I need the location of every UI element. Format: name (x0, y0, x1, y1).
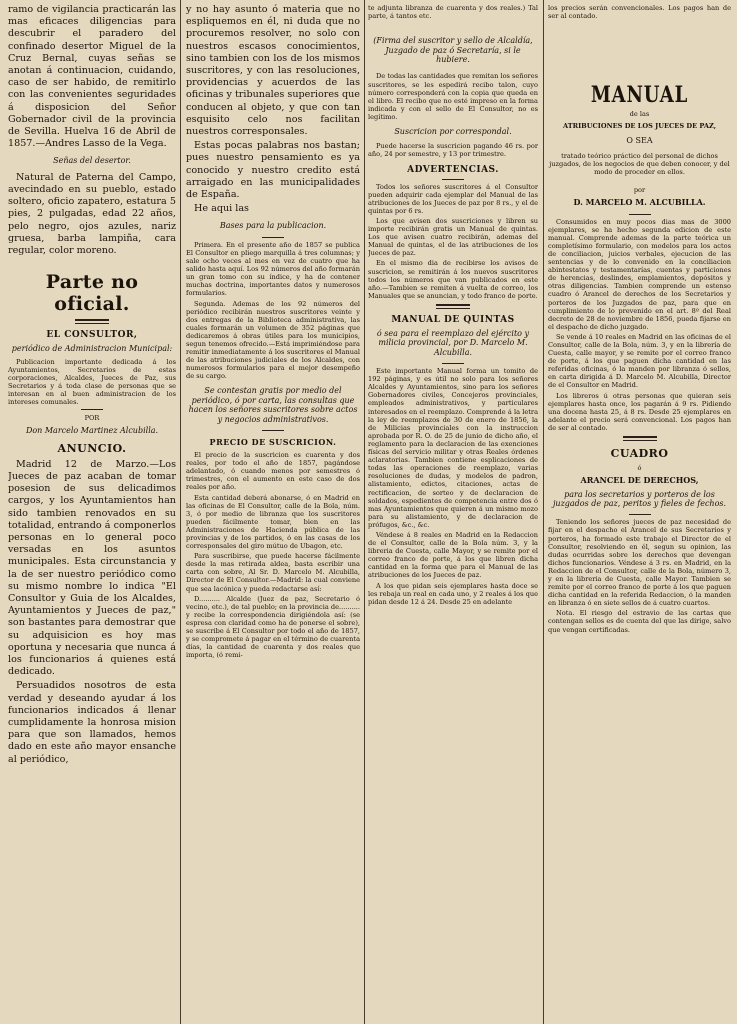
ornament-rule (623, 436, 657, 441)
paragraph-precio-2: Esta cantidad deberá abonarse, ó en Madrid en las oficinas de El Consultor, calle de la Bola, núm. 3, ó por medio de libranza que los suscritores pueden fácilmente tomar, bien en las Administraciones de Hacienda pública de las provincias y de los partidos, ó en las casas de los corresponsales del giro mútuo de Ubagon, etc. (186, 493, 360, 551)
precio-heading: PRECIO DE SUSCRICION. (209, 437, 337, 448)
firma-note: (Firma del suscritor y sello de Alcaldía, Juzgado de paz ó Secretaría, si le hubiere. (373, 36, 533, 64)
cuadro-heading: CUADRO (610, 447, 669, 460)
ornament-rule (262, 237, 284, 238)
paragraph-todas: De todas las cantidades que remitan los señores suscritores, se les espedirá recibo talon, cuyo número corresponderá con la copia que queda en el libro. El recibo que no esté impreso en la forma indicada y con el sello de El Consultor, no es legítimo. (368, 72, 538, 121)
ornament-rule (75, 319, 109, 324)
anuncio-heading: ANUNCIO. (57, 441, 127, 455)
tratado-subtitle: tratado teórico práctico del personal de dichos juzgados, de los negocios de que deben conocer, y del modo de proceder en ellos. (549, 151, 730, 176)
parte-no-oficial-heading: Parte no oficial. (45, 271, 139, 316)
arancel-subtitle: para los secretarios y porteros de los juzgados de paz, peritos y fieles de fechos. (552, 489, 727, 508)
paragraph-advertencia-1: Todos los señores suscritores á el Consultor pueden adquirir cada ejemplar del Manual de las atribuciones de los Jueces de paz por 8 rs., y el de quintas por 6 rs. (368, 182, 538, 215)
column-4 (548, 4, 731, 636)
ornament-rule (442, 363, 464, 364)
paragraph-precio-4: D.......... Alcalde (Juez de paz, Secretario ó vecino, etc.), de tal pueblo; en la provincia de.......... y recibe la correspondencia dirigiéndola así: (se espresa con claridad como ha de ponerse el sobre), se suscribe á El Consultor por todo el año de 1857, y se compromete á pagar en el término de cuarenta días, la cantidad de cuarenta y dos reales que importa, (ó remi- (186, 594, 360, 660)
paragraph-vende: Se vende á 10 reales en Madrid en las oficinas de el Consultor, calle de la Bola, núm. 3, y en la librería de Cuesta, calle mayor, y se remite por el correo franco de porte, á los que paguen dicha cantidad en las referidas oficinas, ó la manden por libranza ó sellos, en carta dirigida á D. Marcelo M. Alcubilla, Director de el Consultor en Madrid. (548, 332, 731, 390)
paragraph-segunda: Segunda. Ademas de los 92 números del periódico recibirán nuestros suscritores veinte y dos entregas de la Biblioteca administrativa, las cuales formarán un volumen de 352 páginas que dedicaremos á obras útiles para los municipios, segun tenemos ofrecido.—Está imprimiéndose para remitir inmediatamente á los suscritores el Manual de las atribuciones judiciales de los Alcaldes, con numerosos formularios para el mejor desempeño de su cargo. (186, 299, 360, 381)
o-sea-label: O SEA (626, 136, 653, 146)
paragraph-quintas-2: Véndese á 8 reales en Madrid en la Redaccion de el Consultor, calle de la Bola núm. 3, y la libreria de Cuesta, calle Mayor, y se remite por el correo franco de porte, á los que libren dicha cantidad en la forma que para el Manual de las atribuciones de los Jueces de paz. (368, 530, 538, 580)
paragraph-precio-1: El precio de la suscricion es cuarenta y dos reales, por todo el año de 1857, pagándose adelantado, ó cuando menos por semestres ó trimestres, con el aumento en este caso de dos reales por año. (186, 451, 360, 492)
paragraph-advertencia-3: En el mismo dia de recibirse los avisos de suscricion, se remitirán á los nuevos suscritores todos los números que van publicados en este año.—Tambien se remiten á vuelta de correo, los Manuales que se anuncian, y todo franco de porte. (368, 259, 538, 300)
paragraph-precio-3: Para suscribirse, que puede hacerse fácilmente desde la mas retirada aldea, basta escribir una carta con sobre, Al Sr. D. Marcelo M. Alcubilla, Director de El Consultor.—Madrid: la cual conviene que sea lacónica y pueda redactarse así: (186, 552, 360, 593)
paragraph-senas: Natural de Paterna del Campo, avecindado en su pueblo, estado soltero, oficio zapatero, estatura 5 pies, 2 pulgadas, edad 22 años, pelo negro, ojos azules, nariz gruesa, barba lampiña, cara regular, color moreno. (8, 171, 176, 257)
o-label: ó (637, 464, 642, 472)
corresponsal-heading: Suscricion por correspondal. (394, 126, 512, 136)
column-3 (368, 4, 538, 608)
author-name: Don Marcelo Martinez Alcubilla. (25, 426, 159, 436)
de-las-label: de las (629, 110, 650, 119)
column-2 (186, 4, 360, 661)
paragraph-quintas-1: Este importante Manual forma un tomito de 192 páginas, y es útil no solo para los señores Alcaldes y Ayuntamientos, sino para los señores Gobernadores civiles, Concejeros provinciales, empleados administrativos, y particulares interesados en el reemplazo. Comprende á la letra la ley de reemplazos de 30 de enero de 1856, la de Milicias provinciales con la instruccion aprobada por R. O. de 25 de junio de dicho año, el reglamento para la declaracion de las exenciones físicas del servicio militar y otras Reales órdenes aclaratorias. Tambien contiene esplicaciones de todas las operaciones de reemplazo, varias resoluciones de dudas, y modelos de padron, alistamiento, edictos, citaciones, actas de rectificacion, de sorteo y de declaracion de soldados, espedientes de competencia entre dos ó mas Ayuntamientos que quieren á un mismo mozo para su alistamiento, y de declaracion de prófugos, &c., &c. (368, 367, 538, 529)
senas-heading: Señas del desertor. (53, 156, 131, 166)
paragraph-continuation: y no hay asunto ó materia que no espliquemos en él, ni duda que no procuremos resolver, no solo con nuestros escasos conocimientos, sino tambien con los de los mismos suscritores, y con las resoluciones, providencias y acuerdos de las oficinas y tribunales superiores que conducen al objeto, y que con tan esquisito celo nos facilitan nuestros corresponsales. (186, 4, 360, 138)
arancel-heading: ARANCEL DE DERECHOS, (580, 475, 699, 486)
bases-heading: Bases para la publicacion. (219, 221, 327, 231)
paragraph-primera: Primera. En el presente año de 1857 se publica El Consultor en pliego marquilla á tres columnas; y sale ocho veces al mes en vez de cuatro que ha salido hasta aquí. Los 92 números del año formarán un gran tomo con su índice, y ha de contener muchas doctrina, importantes datos y numerosos formularios. (186, 240, 360, 298)
paragraph-quintas-3: A los que pidan seis ejemplares hasta doce se les rebaja un real en cada uno, y 2 reales á los que pidan desde 12 á 24. Desde 25 en adelante (368, 581, 538, 606)
paragraph-libreros: Los libreros ú otras personas que quieran seis ejemplares hasta once, los pagarán á 9 rs. Pidiendo una docena hasta 25, á 8 rs. Desde 25 ejemplares en adelante el precio será convencional. Los pagos han de ser al contado. (548, 391, 731, 432)
ornament-rule (436, 304, 470, 309)
manual-quintas-heading: MANUAL DE QUINTAS (391, 314, 515, 325)
paragraph-publicacion: Publicacion importante dedicada á los Ayuntamientos, Secretarios de estas corporaciones, Alcaldes, Jueces de Paz, sus Secretarios y á toda clase de personas que se interesan en al buen administracion de los intereses comunales. (8, 357, 176, 407)
column-rule (180, 0, 181, 1024)
ornament-rule (629, 514, 651, 515)
manual-heading: MANUAL (590, 82, 689, 109)
paragraph-advertencia-2: Los que avisen dos suscriciones y libren su importe recibirán gratis un Manual de quintas. Los que avisen cuatro recibirán, ademas del Manual de quintas, el de las atribuciones de los Jueces de paz. (368, 216, 538, 258)
paragraph-corresponsal: Puede hacerse la suscricion pagando 46 rs. por año, 24 por semestre, y 13 por trimestre. (368, 142, 538, 159)
paragraph-aqui: He aqui las (194, 203, 249, 215)
paragraph-top: te adjunta libranza de cuarenta y dos reales.) Tal parte, á tantos etc. (368, 4, 538, 21)
author-name: D. MARCELO M. ALCUBILLA. (573, 197, 706, 208)
por-label: por (633, 186, 646, 195)
paragraph-anuncio-1: Madrid 12 de Marzo.—Los Jueces de paz acaban de tomar posesion de sus delicadimos cargos, y los Ayuntamientos han sido tambien renovados en su totalidad, entrando á componerlos personas en lo general poco versadas en los asuntos municipales. Esta circunstancia y la de ser nuestro periódico como su mismo nombre lo indica "El Consultor y Guia de los Alcaldes, Ayuntamientos y Jueces de paz," son bastantes para demostrar que su adquisicion es hoy mas oportuna y necesaria que nunca á los funcionarios á quienes está dedicado. (8, 458, 176, 678)
contestan-note: Se contestan gratis por medio del periódico, ó por carta, las consultas que hacen los señores suscritores sobre actos y negocios administrativos. (188, 386, 358, 424)
consultor-heading: EL CONSULTOR, (46, 330, 138, 341)
paragraph-teniendo: Teniendo los señores jueces de paz necesidad de fijar en el despacho el Arancel de sus Secretarios y porteros, ha formado este trabajo el Director de el Consultor, resolviendo en él, segun su opinion, las dudas ocurridas sobre los derechos que devengan dichos funcionarios. Véndese á 3 rs. en Madrid, en la Redaccion de el Consultor, calle de la Bola, número 3, y en la libreria de Cuesta, calle Mayor. Tambien se remite por el correo franco de porte á los que paguen dicha cantidad en la referida Redaccion, ó la manden en libranza ó en siete sellos de á cuatro cuartos. (548, 518, 731, 608)
paragraph-estas: Estas pocas palabras nos bastan; pues nuestro pensamiento es ya conocido y nuestro credito está arraigado en las municipalidades de España. (186, 140, 360, 201)
ornament-rule (629, 214, 651, 215)
column-rule (364, 0, 365, 1024)
paragraph-anuncio-2: Persuadidos nosotros de esta verdad y deseando ayudar á los funcionarios indicados á llenar cumplidamente la honrosa mision para que son llamados, hemos dado en este año mayor ensanche al periódico, (8, 680, 176, 765)
ornament-rule (81, 409, 103, 410)
advertencias-heading: ADVERTENCIAS. (407, 164, 499, 175)
paragraph-nota: Nota. El riesgo del estravio de las cartas que contengan sellos es de cuenta del que las dirige, salvo que vengan certificadas. (548, 609, 731, 634)
por-label: POR (84, 414, 100, 423)
column-rule (543, 0, 544, 1024)
paragraph-vigilancia: ramo de vigilancia practicarán las mas eficaces diligencias para descubrir el paradero del confinado desertor Miguel de la Cruz Bernal, cuyas señas se anotan á continuacion, cuidando, caso de ser habido, de remitirlo con las convenientes seguridades á disposicion del Señor Gobernador civil de la provincia de Sevilla. Huelva 16 de Abril de 1857.—Andres Lasso de la Vega. (8, 4, 176, 150)
ornament-rule (262, 430, 284, 431)
quintas-subtitle: ó sea para el reemplazo del ejército y milicia provincial, por D. Marcelo M. Alcubilla. (376, 328, 530, 357)
paragraph-consumidos: Consumidos en muy pocos dias mas de 3000 ejemplares, se ha hecho segunda edicion de este manual. Comprende ademas de la parte teórica un completísimo formulario, con modelos para los actos de conciliacion, juicios verbales, ejecucion de las sentencias y de lo convenido en la conciliacion abintestatos y testamentarías, cuentas y particiones de herencias, deslindes, emplamientos, depósitos y otras diligencias. Tambien comprende un estenso cuadro ó Arancel de derechos de los Secretarios y porteros de los Juzgados de paz, para que en cumplimiento de lo prevenido en el art. 8º del Real decreto de 28 de noviembre de 1856, pueda fijarse en el despacho de dicho juzgado. (548, 217, 731, 331)
ornament-rule (442, 179, 464, 180)
paragraph-top: los precios serán convencionales. Los pagos han de ser al contado. (548, 4, 731, 21)
consultor-subtitle: periódico de Administracion Municipal: (11, 344, 173, 354)
atribuciones-heading: ATRIBUCIONES DE LOS JUECES DE PAZ, (562, 122, 717, 131)
column-1 (8, 4, 176, 768)
